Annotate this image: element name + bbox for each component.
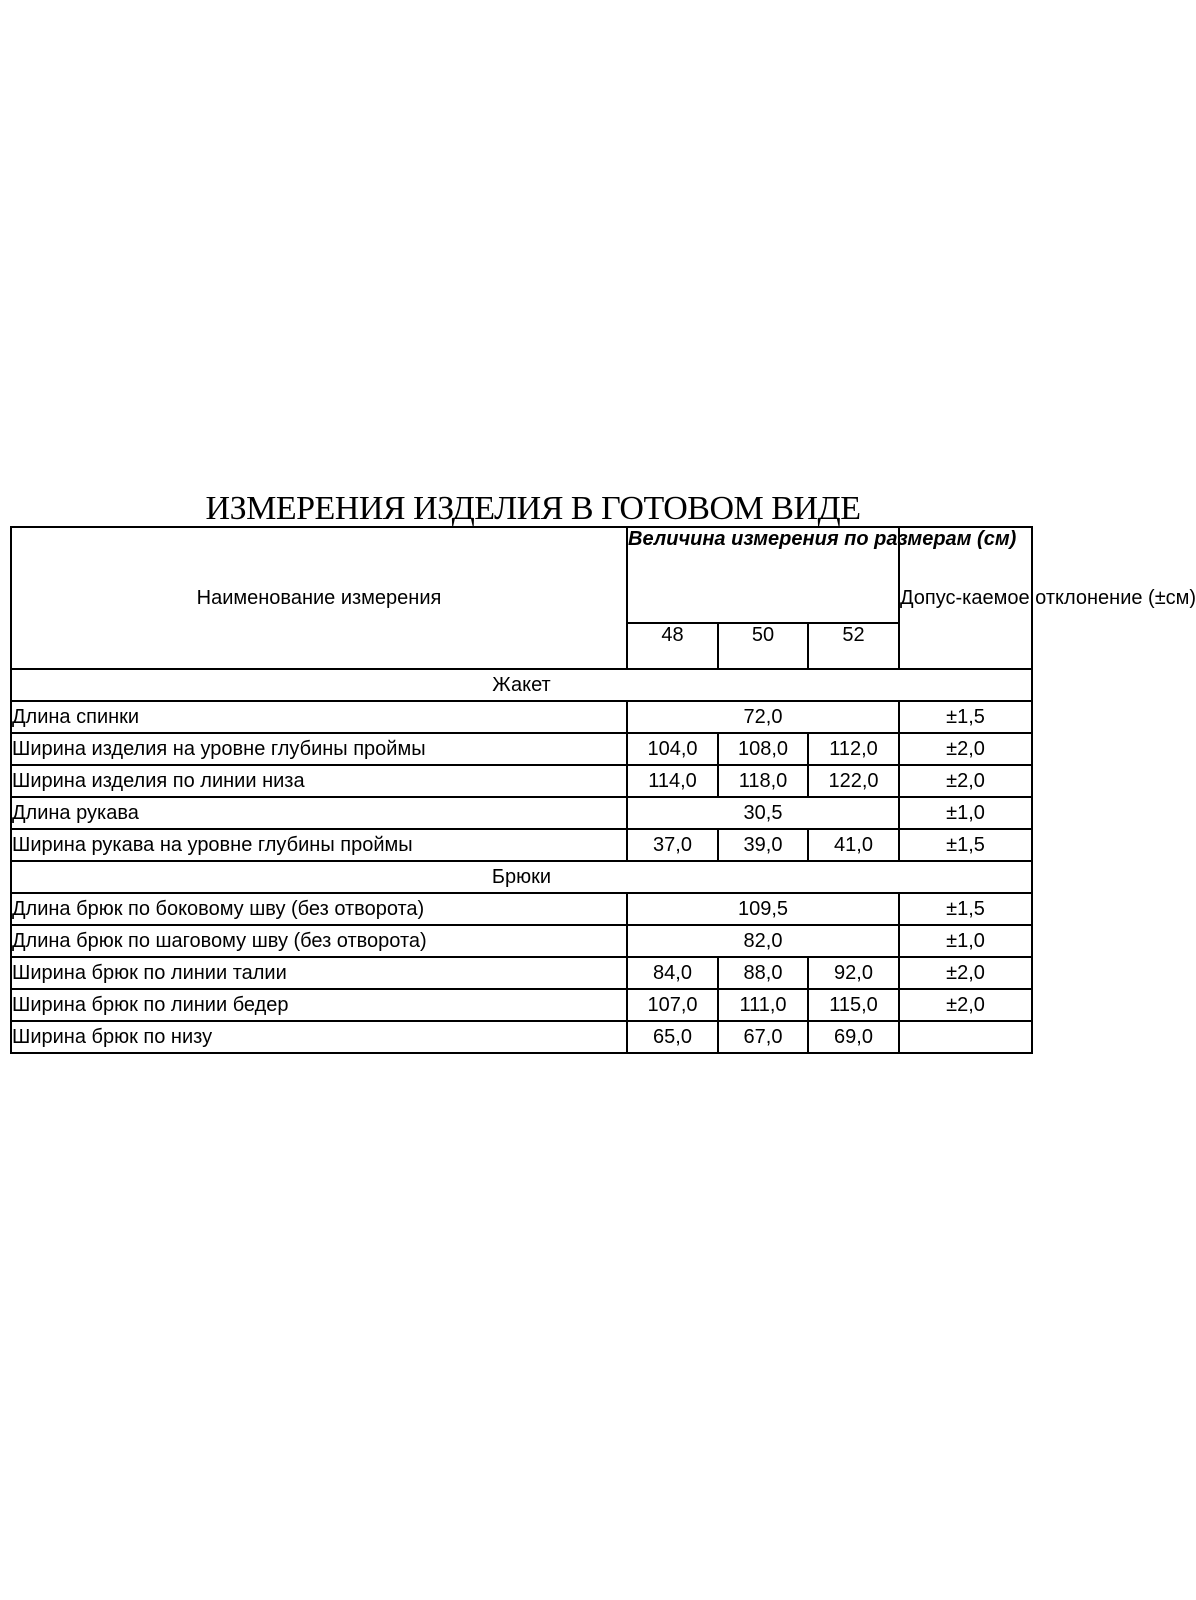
measurement-name: Ширина рукава на уровне глубины проймы — [11, 829, 627, 861]
size-value: 92,0 — [808, 957, 899, 989]
size-value: 104,0 — [627, 733, 718, 765]
table-row — [11, 893, 1032, 925]
tolerance-value: ±1,0 — [899, 797, 1032, 829]
table-row — [11, 733, 1032, 765]
size-header-48: 48 — [627, 623, 718, 669]
size-value: 115,0 — [808, 989, 899, 1021]
common-value: 30,5 — [627, 797, 899, 829]
measurement-name: Длина брюк по боковому шву (без отворота) — [11, 893, 627, 925]
size-value: 107,0 — [627, 989, 718, 1021]
size-value: 84,0 — [627, 957, 718, 989]
measurement-name: Длина рукава — [11, 797, 627, 829]
size-value: 122,0 — [808, 765, 899, 797]
table-row — [11, 765, 1032, 797]
tolerance-value: ±2,0 — [899, 765, 1032, 797]
page-title: ИЗМЕРЕНИЯ ИЗДЕЛИЯ В ГОТОВОМ ВИДЕ — [205, 490, 861, 527]
table-row — [11, 797, 1032, 829]
tolerance-value: ±2,0 — [899, 957, 1032, 989]
size-value: 118,0 — [718, 765, 808, 797]
values-column-header: Величина измерения по размерам (см) — [627, 527, 899, 623]
section-title: Брюки — [11, 861, 1032, 893]
size-value: 37,0 — [627, 829, 718, 861]
common-value: 109,5 — [627, 893, 899, 925]
measurement-name: Длина брюк по шаговому шву (без отворота) — [11, 925, 627, 957]
size-value: 88,0 — [718, 957, 808, 989]
size-value: 41,0 — [808, 829, 899, 861]
name-column-header: Наименование измерения — [11, 527, 627, 669]
size-value: 108,0 — [718, 733, 808, 765]
tolerance-value: ±1,0 — [899, 925, 1032, 957]
measurement-name: Ширина изделия по линии низа — [11, 765, 627, 797]
tolerance-value: ±1,5 — [899, 829, 1032, 861]
common-value: 82,0 — [627, 925, 899, 957]
tolerance-value: ±2,0 — [899, 989, 1032, 1021]
table-row — [11, 829, 1032, 861]
measurement-name: Ширина брюк по линии талии — [11, 957, 627, 989]
size-value: 67,0 — [718, 1021, 808, 1053]
table-row — [11, 989, 1032, 1021]
measurement-name: Ширина брюк по линии бедер — [11, 989, 627, 1021]
tolerance-value: ±1,5 — [899, 893, 1032, 925]
tolerance-value: ±1,5 — [899, 701, 1032, 733]
size-value: 112,0 — [808, 733, 899, 765]
size-value: 39,0 — [718, 829, 808, 861]
size-value: 114,0 — [627, 765, 718, 797]
tolerance-value — [899, 1021, 1032, 1053]
common-value: 72,0 — [627, 701, 899, 733]
size-value: 111,0 — [718, 989, 808, 1021]
size-header-50: 50 — [718, 623, 808, 669]
section-row — [11, 861, 1032, 893]
tolerance-column-header: Допус-каемое отклонение (±см) — [899, 527, 1032, 669]
tolerance-value: ±2,0 — [899, 733, 1032, 765]
section-row — [11, 669, 1032, 701]
header-row — [11, 527, 1032, 623]
measurements-table — [10, 526, 1196, 1054]
measurement-name: Ширина изделия на уровне глубины проймы — [11, 733, 627, 765]
size-value: 69,0 — [808, 1021, 899, 1053]
section-title: Жакет — [11, 669, 1032, 701]
measurement-name: Длина спинки — [11, 701, 627, 733]
size-header-52: 52 — [808, 623, 899, 669]
table-row — [11, 701, 1032, 733]
table-row — [11, 957, 1032, 989]
measurement-name: Ширина брюк по низу — [11, 1021, 627, 1053]
size-value: 65,0 — [627, 1021, 718, 1053]
table-row — [11, 925, 1032, 957]
table-row — [11, 1021, 1032, 1053]
